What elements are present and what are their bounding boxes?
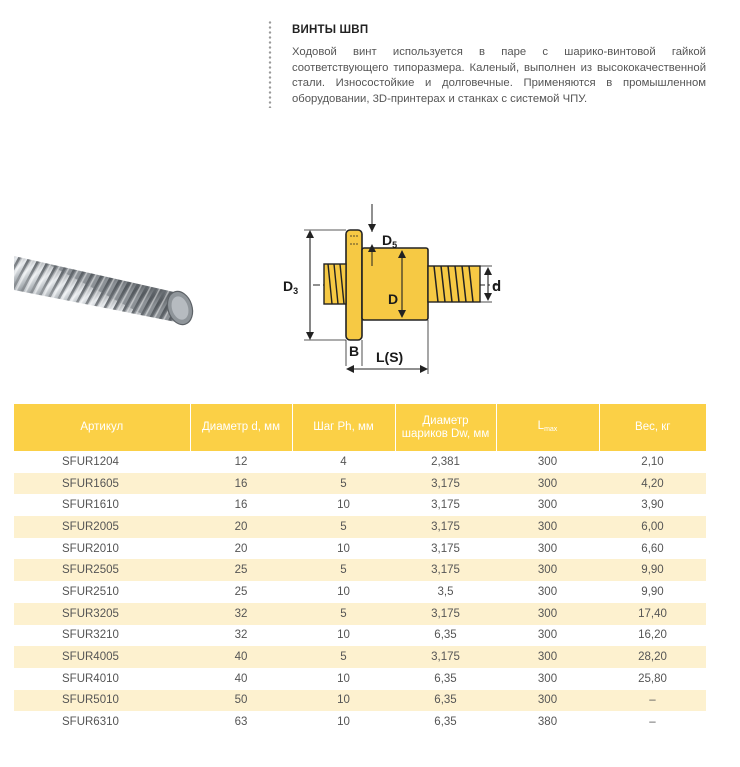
cell-ball-diameter: 3,175 bbox=[431, 542, 460, 555]
section-title: ВИНТЫ ШВП bbox=[292, 24, 369, 36]
section-description: Ходовой винт используется в паре с шарико-винтовой гайкой соответствующего типоразмера. Каленый, выполнен из высококачественной стали. Износостойкие и долговечные. Применяются в промышленном оборудовании, 3D-принтерах и станках с системой ЧПУ. bbox=[292, 46, 706, 105]
cell-pitch: 10 bbox=[337, 585, 350, 598]
decorative-dotted-line bbox=[268, 20, 272, 108]
cell-lmax: 300 bbox=[537, 455, 558, 468]
cell-weight: 6,00 bbox=[599, 516, 706, 538]
cell-lmax: 300 bbox=[537, 672, 558, 685]
cell-pitch: 10 bbox=[292, 690, 395, 712]
table-row bbox=[14, 451, 706, 473]
cell-weight: 3,90 bbox=[641, 499, 664, 512]
table-row bbox=[14, 625, 706, 647]
cell-pitch: 10 bbox=[337, 629, 350, 642]
cell-ball-diameter: 3,175 bbox=[395, 646, 496, 668]
header-weight: Вес, кг bbox=[599, 404, 706, 451]
cell-pitch: 5 bbox=[292, 646, 395, 668]
cell-article: SFUR2005 bbox=[14, 516, 190, 538]
cell-weight: 2,10 bbox=[641, 455, 664, 468]
cell-diameter: 50 bbox=[190, 690, 292, 712]
header-pitch: Шаг Ph, мм bbox=[292, 404, 395, 451]
cell-weight: 17,40 bbox=[599, 603, 706, 625]
cell-diameter: 16 bbox=[190, 473, 292, 495]
table-row bbox=[14, 494, 706, 516]
cell-weight: – bbox=[599, 690, 706, 712]
table-header-row bbox=[14, 404, 706, 451]
cell-ball-diameter: 3,175 bbox=[395, 603, 496, 625]
cell-weight: 25,80 bbox=[638, 672, 667, 685]
label-d3: $D_3$ bbox=[283, 278, 299, 296]
cell-lmax: 380 bbox=[537, 716, 558, 729]
nut-technical-drawing bbox=[278, 196, 518, 376]
header-diameter: Диаметр d, мм bbox=[190, 404, 292, 451]
cell-article: SFUR3210 bbox=[62, 629, 119, 642]
header-ball-diameter: Диаметр шариков Dw, мм bbox=[395, 404, 496, 451]
cell-article: SFUR6310 bbox=[62, 716, 119, 729]
cell-article: SFUR1204 bbox=[62, 455, 119, 468]
label-small-d: d bbox=[492, 278, 502, 295]
table-row bbox=[14, 690, 706, 712]
cell-lmax: 300 bbox=[537, 499, 558, 512]
table-row bbox=[14, 581, 706, 603]
cell-diameter: 25 bbox=[190, 559, 292, 581]
cell-ball-diameter: 3,175 bbox=[395, 473, 496, 495]
cell-ball-diameter: 3,175 bbox=[395, 516, 496, 538]
cell-article: SFUR1610 bbox=[62, 499, 119, 512]
cell-lmax: 300 bbox=[537, 629, 558, 642]
cell-diameter: 20 bbox=[190, 516, 292, 538]
cell-weight: 6,60 bbox=[641, 542, 664, 555]
cell-lmax: 300 bbox=[496, 473, 599, 495]
cell-pitch: 4 bbox=[340, 455, 347, 468]
cell-lmax: 300 bbox=[496, 516, 599, 538]
table-row bbox=[14, 559, 706, 581]
table-row bbox=[14, 473, 706, 495]
cell-article: SFUR2505 bbox=[14, 559, 190, 581]
cell-weight: 16,20 bbox=[638, 629, 667, 642]
cell-pitch: 10 bbox=[337, 499, 350, 512]
ball-screw-image bbox=[14, 246, 196, 336]
cell-ball-diameter: 2,381 bbox=[431, 455, 460, 468]
cell-pitch: 10 bbox=[337, 716, 350, 729]
table-row bbox=[14, 646, 706, 668]
cell-article: SFUR2010 bbox=[62, 542, 119, 555]
cell-lmax: 300 bbox=[537, 585, 558, 598]
cell-ball-diameter: 6,35 bbox=[434, 716, 457, 729]
table-row bbox=[14, 603, 706, 625]
label-ls: L(S) bbox=[376, 349, 404, 365]
cell-ball-diameter: 6,35 bbox=[395, 690, 496, 712]
cell-article: SFUR3205 bbox=[14, 603, 190, 625]
cell-diameter: 40 bbox=[190, 646, 292, 668]
label-d5: $D_5$ bbox=[382, 232, 398, 250]
header-article: Артикул bbox=[14, 404, 190, 451]
cell-article: SFUR4005 bbox=[14, 646, 190, 668]
cell-pitch: 10 bbox=[337, 672, 350, 685]
label-b: B bbox=[349, 343, 360, 359]
cell-diameter: 20 bbox=[234, 542, 248, 555]
table-row bbox=[14, 668, 706, 690]
specifications-table bbox=[14, 404, 706, 733]
table-row bbox=[14, 538, 706, 560]
cell-ball-diameter: 6,35 bbox=[434, 672, 457, 685]
cell-lmax: 300 bbox=[496, 646, 599, 668]
cell-pitch: 5 bbox=[292, 473, 395, 495]
cell-lmax: 300 bbox=[496, 603, 599, 625]
cell-lmax: 300 bbox=[496, 559, 599, 581]
cell-pitch: 5 bbox=[292, 603, 395, 625]
cell-diameter: 40 bbox=[234, 672, 248, 685]
cell-article: SFUR2510 bbox=[62, 585, 119, 598]
cell-diameter: 32 bbox=[234, 629, 248, 642]
cell-article: SFUR1605 bbox=[14, 473, 190, 495]
cell-lmax: 300 bbox=[537, 542, 558, 555]
cell-lmax: 300 bbox=[496, 690, 599, 712]
cell-article: SFUR4010 bbox=[62, 672, 119, 685]
cell-ball-diameter: 3,5 bbox=[437, 585, 454, 598]
cell-diameter: 63 bbox=[234, 716, 248, 729]
cell-ball-diameter: 3,175 bbox=[431, 499, 460, 512]
cell-pitch: 10 bbox=[337, 542, 350, 555]
cell-article: SFUR5010 bbox=[14, 690, 190, 712]
cell-diameter: 12 bbox=[234, 455, 248, 468]
cell-diameter: 25 bbox=[234, 585, 248, 598]
cell-weight: 9,90 bbox=[641, 585, 664, 598]
cell-weight: 28,20 bbox=[599, 646, 706, 668]
header-lmax: $L_{max}$ bbox=[496, 404, 599, 451]
cell-weight: 9,90 bbox=[599, 559, 706, 581]
cell-weight: 4,20 bbox=[599, 473, 706, 495]
cell-pitch: 5 bbox=[292, 559, 395, 581]
cell-ball-diameter: 6,35 bbox=[434, 629, 457, 642]
cell-diameter: 16 bbox=[234, 499, 248, 512]
cell-pitch: 5 bbox=[292, 516, 395, 538]
cell-weight: – bbox=[649, 716, 656, 729]
label-d: D bbox=[388, 291, 399, 307]
table-row bbox=[14, 516, 706, 538]
cell-ball-diameter: 3,175 bbox=[395, 559, 496, 581]
table-row bbox=[14, 711, 706, 733]
cell-diameter: 32 bbox=[190, 603, 292, 625]
